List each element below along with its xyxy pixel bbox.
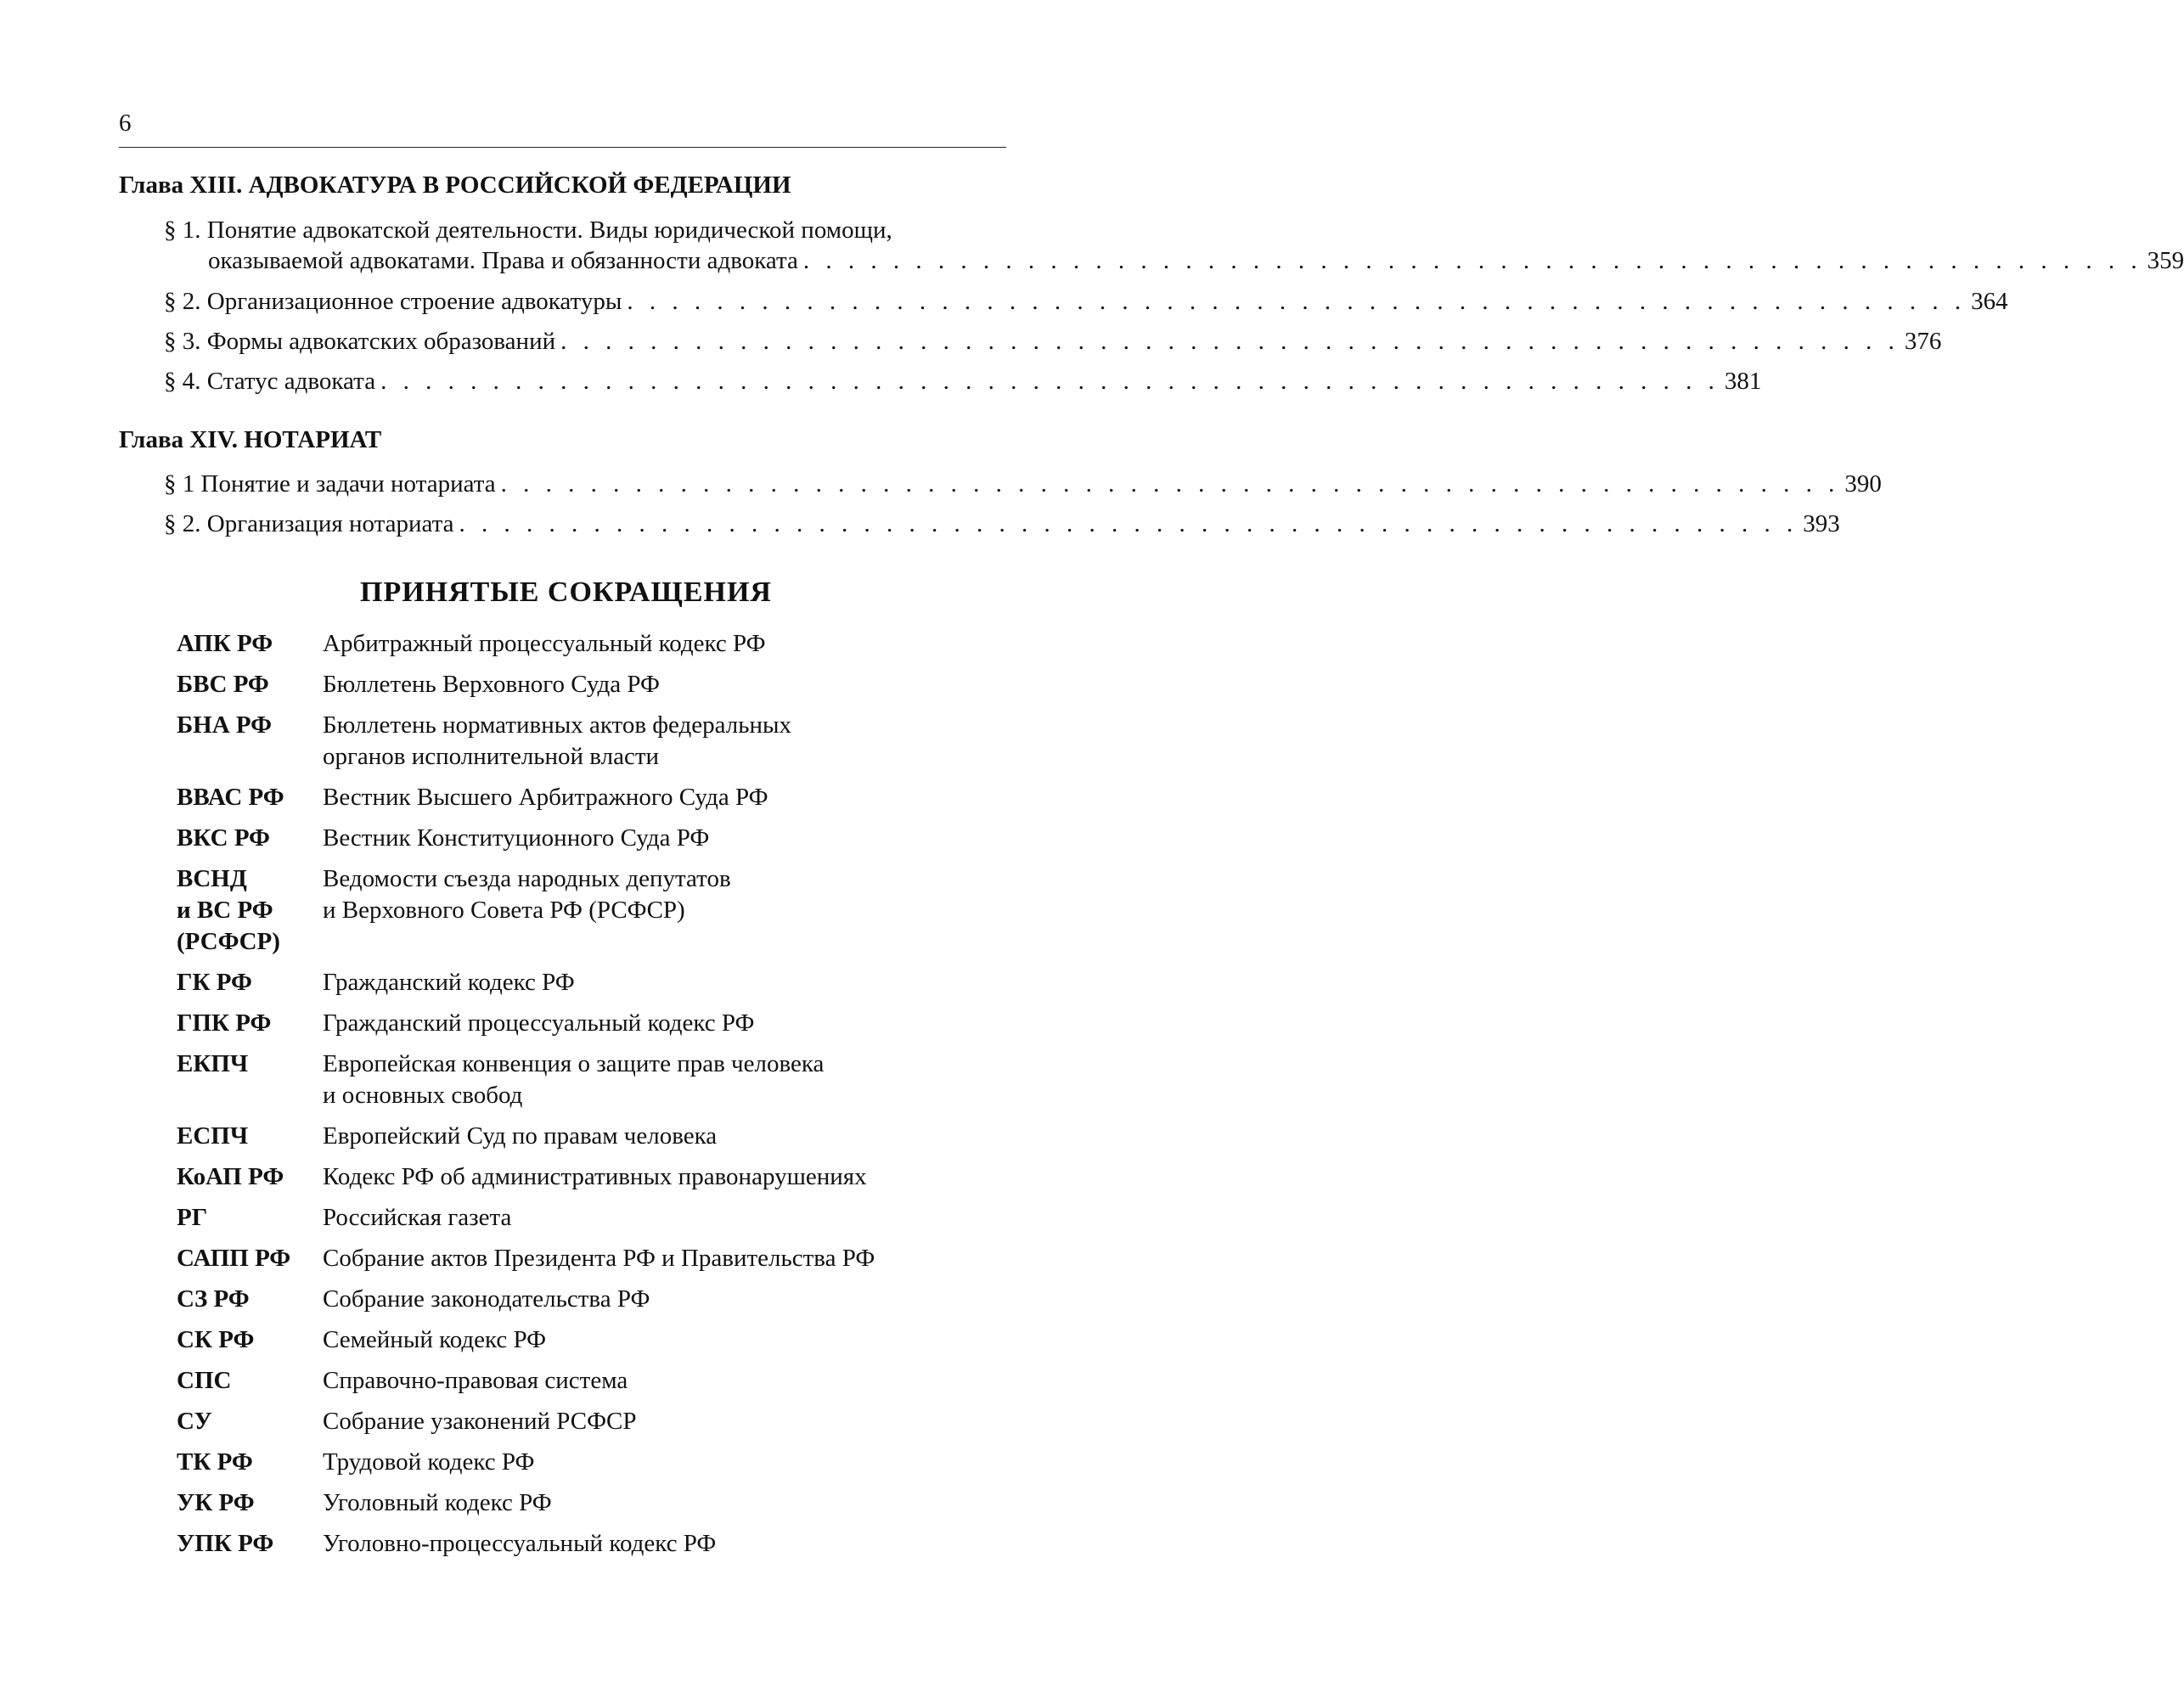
abbreviation-definition: Гражданский кодекс РФ xyxy=(323,969,575,996)
abbreviation-term: АПК РФ xyxy=(177,630,273,657)
toc-entry xyxy=(164,366,1762,396)
toc-entry xyxy=(164,286,2008,317)
dot-leader: . . . . . . . . . . . . . . . . . . . . . . . . . . . . . . . . . . . . . . . . . . . . . . . . . . . . . . . . . . . . xyxy=(500,470,1840,498)
abbreviation-term: ГПК РФ xyxy=(177,1009,272,1037)
abbreviation-term: СПС xyxy=(177,1367,232,1394)
abbreviation-term: СК РФ xyxy=(177,1326,255,1353)
toc-page-number: 364 xyxy=(1971,288,2008,315)
abbreviation-row xyxy=(177,1284,941,1315)
toc-entry-text-line2: оказываемой адвокатами. Права и обязанности адвоката xyxy=(208,247,798,274)
abbreviation-term: УПК РФ xyxy=(177,1530,274,1557)
toc-entry-text: § 1 Понятие и задачи нотариата xyxy=(164,470,496,498)
abbreviation-definition: Собрание актов Президента РФ и Правительства РФ xyxy=(323,1245,875,1272)
abbreviation-row xyxy=(177,1406,941,1437)
abbreviation-row xyxy=(177,1161,941,1193)
abbreviation-row xyxy=(177,1202,941,1234)
abbreviation-definition: Ведомости съезда народных депутатов и Верховного Совета РФ (РСФСР) xyxy=(323,865,731,924)
toc-page-number: 359 xyxy=(2147,247,2184,274)
dot-leader: . . . . . . . . . . . . . . . . . . . . . . . . . . . . . . . . . . . . . . . . . . . . . . . . . . . . . . . . . . . . xyxy=(627,288,1967,315)
abbreviation-term: ВВАС РФ xyxy=(177,784,284,811)
abbreviation-definition: Собрание законодательства РФ xyxy=(323,1285,650,1313)
abbreviation-term: ГК РФ xyxy=(177,969,252,996)
abbreviation-term: СУ xyxy=(177,1408,212,1435)
abbreviation-definition: Кодекс РФ об административных правонарушениях xyxy=(323,1163,867,1190)
header-divider xyxy=(119,147,1006,148)
abbreviation-term: ТК РФ xyxy=(177,1448,253,1476)
abbreviation-row xyxy=(177,669,941,700)
abbreviation-definition: Европейский Суд по правам человека xyxy=(323,1122,718,1150)
abbreviation-row xyxy=(177,710,941,773)
toc-entry-text: § 3. Формы адвокатских образований xyxy=(164,328,556,355)
dot-leader: . . . . . . . . . . . . . . . . . . . . . . . . . . . . . . . . . . . . . . . . . . . . . . . . . . . . . . . . . . . . xyxy=(802,247,2142,274)
abbreviation-row xyxy=(177,967,941,998)
abbreviation-term: СЗ РФ xyxy=(177,1285,250,1313)
abbreviation-definition: Гражданский процессуальный кодекс РФ xyxy=(323,1009,755,1037)
abbreviation-term: САПП РФ xyxy=(177,1245,291,1272)
toc-entry-text-line1: § 1. Понятие адвокатской деятельности. Виды юридической помощи, xyxy=(164,216,892,244)
abbreviation-row xyxy=(177,1008,941,1039)
abbreviation-term: РГ xyxy=(177,1204,208,1231)
abbreviation-term: ВКС РФ xyxy=(177,824,270,852)
chapter-title-14: Глава XIV. НОТАРИАТ xyxy=(119,426,382,453)
abbreviation-definition: Уголовно-процессуальный кодекс РФ xyxy=(323,1530,717,1557)
abbreviations-list xyxy=(177,628,941,1569)
dot-leader: . . . . . . . . . . . . . . . . . . . . . . . . . . . . . . . . . . . . . . . . . . . . . . . . . . . . . . . . . . . . xyxy=(380,368,1720,395)
abbreviation-definition: Бюллетень нормативных актов федеральных органов исполнительной власти xyxy=(323,711,791,770)
abbreviation-definition: Трудовой кодекс РФ xyxy=(323,1448,535,1476)
abbreviation-row xyxy=(177,1324,941,1356)
abbreviation-definition: Вестник Высшего Арбитражного Суда РФ xyxy=(323,784,768,811)
toc-entry xyxy=(164,326,1942,357)
abbreviation-definition: Российская газета xyxy=(323,1204,512,1231)
abbreviation-definition: Справочно-правовая система xyxy=(323,1367,628,1394)
toc-entry-text: § 2. Организационное строение адвокатуры xyxy=(164,288,622,315)
abbreviation-definition: Европейская конвенция о защите прав человека и основных свобод xyxy=(323,1050,825,1109)
abbreviation-row xyxy=(177,782,941,813)
abbreviation-term: ВСНД и ВС РФ (РСФСР) xyxy=(177,865,280,955)
toc-entry-text: § 4. Статус адвоката xyxy=(164,368,376,395)
toc-entry xyxy=(164,509,1840,539)
abbreviations-heading: ПРИНЯТЫЕ СОКРАЩЕНИЯ xyxy=(360,576,772,608)
abbreviation-definition: Арбитражный процессуальный кодекс РФ xyxy=(323,630,766,657)
abbreviation-definition: Семейный кодекс РФ xyxy=(323,1326,547,1353)
abbreviation-term: УК РФ xyxy=(177,1489,255,1516)
toc-page-number: 381 xyxy=(1724,368,1762,395)
abbreviation-row xyxy=(177,1049,941,1111)
toc-page-number: 390 xyxy=(1844,470,1882,498)
toc-page-number: 376 xyxy=(1904,328,1942,355)
abbreviation-row xyxy=(177,1365,941,1397)
abbreviation-row xyxy=(177,863,941,958)
abbreviation-term: БНА РФ xyxy=(177,711,273,739)
dot-leader: . . . . . . . . . . . . . . . . . . . . . . . . . . . . . . . . . . . . . . . . . . . . . . . . . . . . . . . . . . . . xyxy=(459,510,1798,537)
toc-entry-text: § 2. Организация нотариата xyxy=(164,510,454,537)
abbreviation-definition: Собрание узаконений РСФСР xyxy=(323,1408,637,1435)
abbreviation-term: ЕСПЧ xyxy=(177,1122,249,1150)
abbreviation-row xyxy=(177,628,941,660)
abbreviation-term: КоАП РФ xyxy=(177,1163,284,1190)
toc-entry xyxy=(164,469,1882,499)
toc-page-number: 393 xyxy=(1803,510,1840,537)
abbreviation-term: ЕКПЧ xyxy=(177,1050,249,1077)
dot-leader: . . . . . . . . . . . . . . . . . . . . . . . . . . . . . . . . . . . . . . . . . . . . . . . . . . . . . . . . . . . . xyxy=(560,328,1900,355)
abbreviation-row xyxy=(177,1447,941,1478)
abbreviation-row xyxy=(177,1121,941,1152)
abbreviation-term: БВС РФ xyxy=(177,671,269,698)
page-number: 6 xyxy=(119,110,132,137)
abbreviation-row xyxy=(177,823,941,854)
abbreviation-row xyxy=(177,1243,941,1274)
abbreviation-definition: Бюллетень Верховного Суда РФ xyxy=(323,671,660,698)
abbreviation-definition: Уголовный кодекс РФ xyxy=(323,1489,552,1516)
abbreviation-row xyxy=(177,1528,941,1560)
chapter-title-13: Глава XIII. АДВОКАТУРА В РОССИЙСКОЙ ФЕДЕРАЦИИ xyxy=(119,171,791,199)
abbreviation-row xyxy=(177,1487,941,1519)
toc-entry xyxy=(164,215,2184,276)
abbreviation-definition: Вестник Конституционного Суда РФ xyxy=(323,824,710,852)
